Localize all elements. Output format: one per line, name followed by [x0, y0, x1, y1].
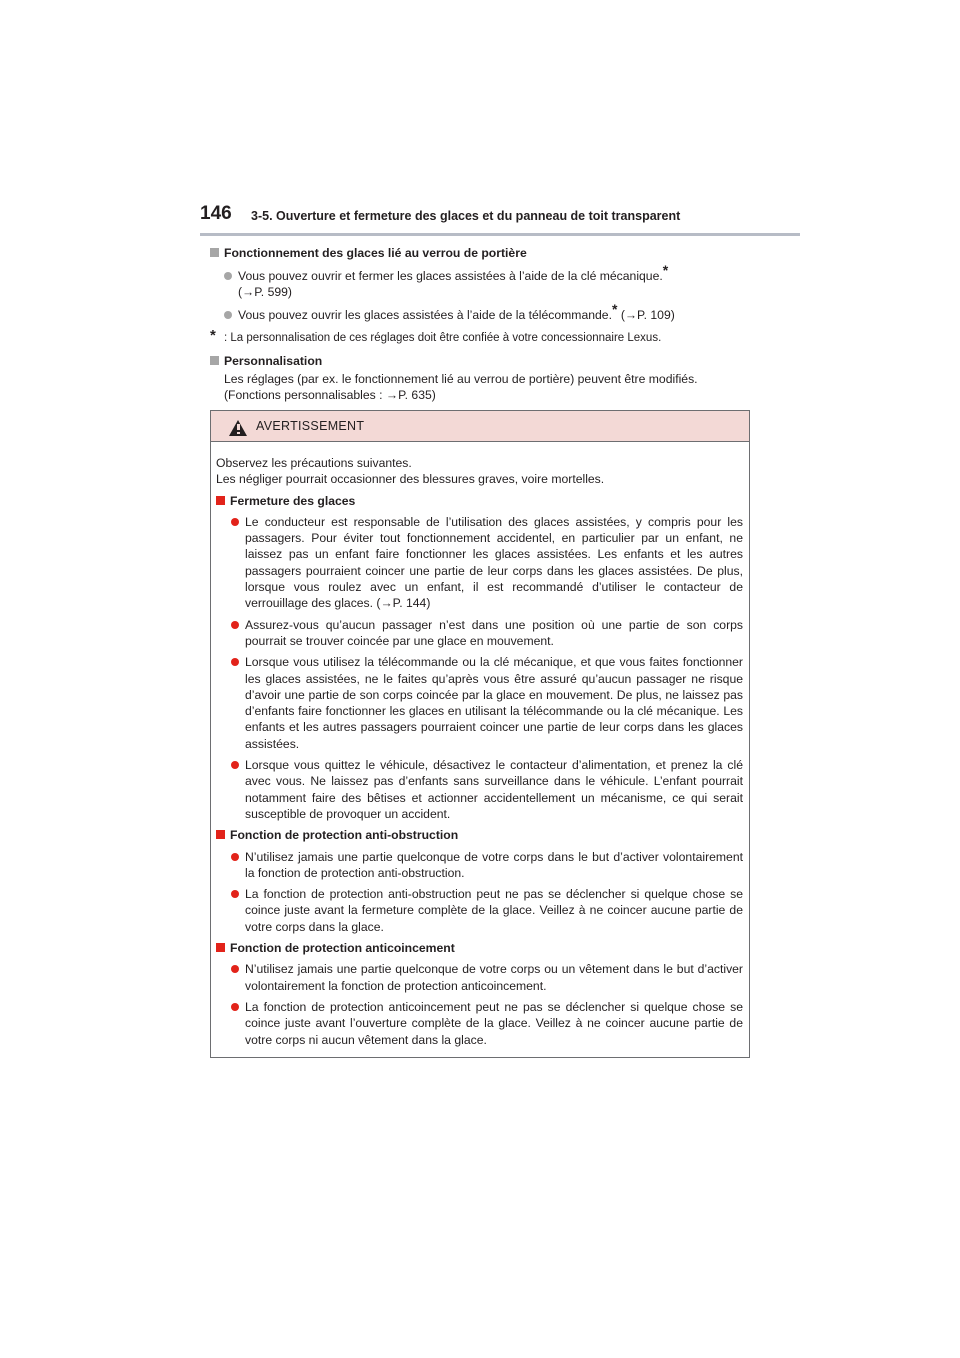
list-item: Vous pouvez ouvrir et fermer les glaces assistées à l’aide de la clé mécanique.* (→P. 599)	[210, 268, 755, 300]
round-bullet-icon	[231, 621, 239, 629]
asterisk-icon: *	[662, 261, 669, 278]
page-reference[interactable]: (Fonctions personnalisables : →P. 635)	[224, 388, 436, 402]
asterisk-icon: *	[611, 300, 618, 317]
round-bullet-icon	[231, 1003, 239, 1011]
warning-group-heading: Fonction de protection anticoincement	[216, 940, 743, 956]
list-item: Le conducteur est responsable de l’utilisation des glaces assistées, y compris pour les passagers. Pour éviter tout fonctionnement accidentel, en particulier par un enfant, ne laissez pas un enfant faire fonctionner les glaces assistées. Les enfants et les autres passagers pourraient coincer une partie de leur corps dans les glaces assistées. De plus, lorsque vous roulez avec un enfant, il est recommandé d’utiliser le contacteur de verrouillage des glaces. (→P. 144)	[216, 514, 743, 612]
section-heading-custom: Personnalisation	[210, 353, 755, 369]
list-item: Lorsque vous quittez le véhicule, désactivez le contacteur d’alimentation, et prenez la clé avec vous. Ne laissez pas d’enfants sans surveillance dans le véhicule. L’enfant pourrait notamment faire des bêtises et actionner accidentellement un mécanisme, ce qui serait susceptible de provoquer un accident.	[216, 757, 743, 822]
square-bullet-icon	[216, 496, 225, 505]
asterisk-icon: *	[210, 327, 216, 344]
round-bullet-icon	[231, 853, 239, 861]
list-item: La fonction de protection anticoincement peut ne pas se déclencher si quelque chose se coince juste avant l’ouverture complète de la glace. Veillez à ne coincer aucune partie de votre corps ni aucun vêtement dans la glace.	[216, 999, 743, 1048]
warning-group-heading: Fermeture des glaces	[216, 493, 743, 509]
warning-intro: Observez les précautions suivantes.	[216, 456, 412, 470]
warning-title: AVERTISSEMENT	[256, 419, 365, 433]
square-bullet-icon	[210, 356, 219, 365]
round-bullet-icon	[231, 658, 239, 666]
page-reference[interactable]: (→P. 599)	[238, 285, 292, 299]
main-content	[210, 245, 755, 403]
custom-paragraph: Les réglages (par ex. le fonctionnement lié au verrou de portière) peuvent être modifiés. (Fonctions personnalisables : →P. 635)	[210, 371, 755, 403]
header-divider	[200, 233, 800, 236]
page-reference[interactable]: (→P. 109)	[620, 308, 675, 322]
list-item: Assurez-vous qu’aucun passager n’est dans une position où une partie de son corps pourrait se trouver coincée par une glace en mouvement.	[216, 617, 743, 650]
warning-body	[211, 442, 749, 1048]
section-heading-door-lock: Fonctionnement des glaces lié au verrou de portière	[210, 245, 755, 261]
square-bullet-icon	[216, 830, 225, 839]
list-item: N’utilisez jamais une partie quelconque de votre corps dans le but d’activer volontairement la fonction de protection anti-obstruction.	[216, 849, 743, 882]
warning-intro: Les négliger pourrait occasionner des blessures graves, voire mortelles.	[216, 472, 605, 487]
round-bullet-icon	[231, 518, 239, 526]
list-item: Lorsque vous utilisez la télécommande ou la clé mécanique, et que vous faites fonctionner les glaces assistées, ne le faites qu’après vous être assuré qu’aucun passager ne risque d’avoir une partie de son corps coincée par la glace en mouvement. De plus, ne laissez pas d’enfants faire fonctionner les glaces en utilisant la télécommande ou la clé mécanique. Les enfants et les autres passagers pourraient coincer une partie de leur corps dans les glaces assistées.	[216, 654, 743, 752]
list-item: La fonction de protection anti-obstruction peut ne pas se déclencher si quelque chose se coince juste avant la fermeture complète de la glace. Veillez à ne coincer aucune partie de votre corps dans la glace.	[216, 886, 743, 935]
square-bullet-icon	[216, 943, 225, 952]
warning-triangle-icon	[229, 420, 247, 436]
chapter-title: 3-5. Ouverture et fermeture des glaces et du panneau de toit transparent	[251, 209, 681, 223]
round-bullet-icon	[224, 311, 232, 319]
round-bullet-icon	[231, 965, 239, 973]
square-bullet-icon	[210, 248, 219, 257]
footnote: * : La personnalisation de ces réglages doit être confiée à votre concessionnaire Lexus.	[210, 327, 662, 344]
warning-box	[210, 410, 750, 1058]
warning-group-heading: Fonction de protection anti-obstruction	[216, 827, 743, 843]
page-header	[200, 203, 800, 237]
round-bullet-icon	[231, 761, 239, 769]
round-bullet-icon	[231, 890, 239, 898]
round-bullet-icon	[224, 272, 232, 280]
list-item: Vous pouvez ouvrir les glaces assistées à l’aide de la télécommande.* (→P. 109)	[210, 307, 755, 323]
page-number: 146	[200, 203, 232, 224]
list-item: N’utilisez jamais une partie quelconque de votre corps ou un vêtement dans le but d’activer volontairement la fonction de protection anticoincement.	[216, 961, 743, 994]
warning-header	[211, 411, 749, 442]
